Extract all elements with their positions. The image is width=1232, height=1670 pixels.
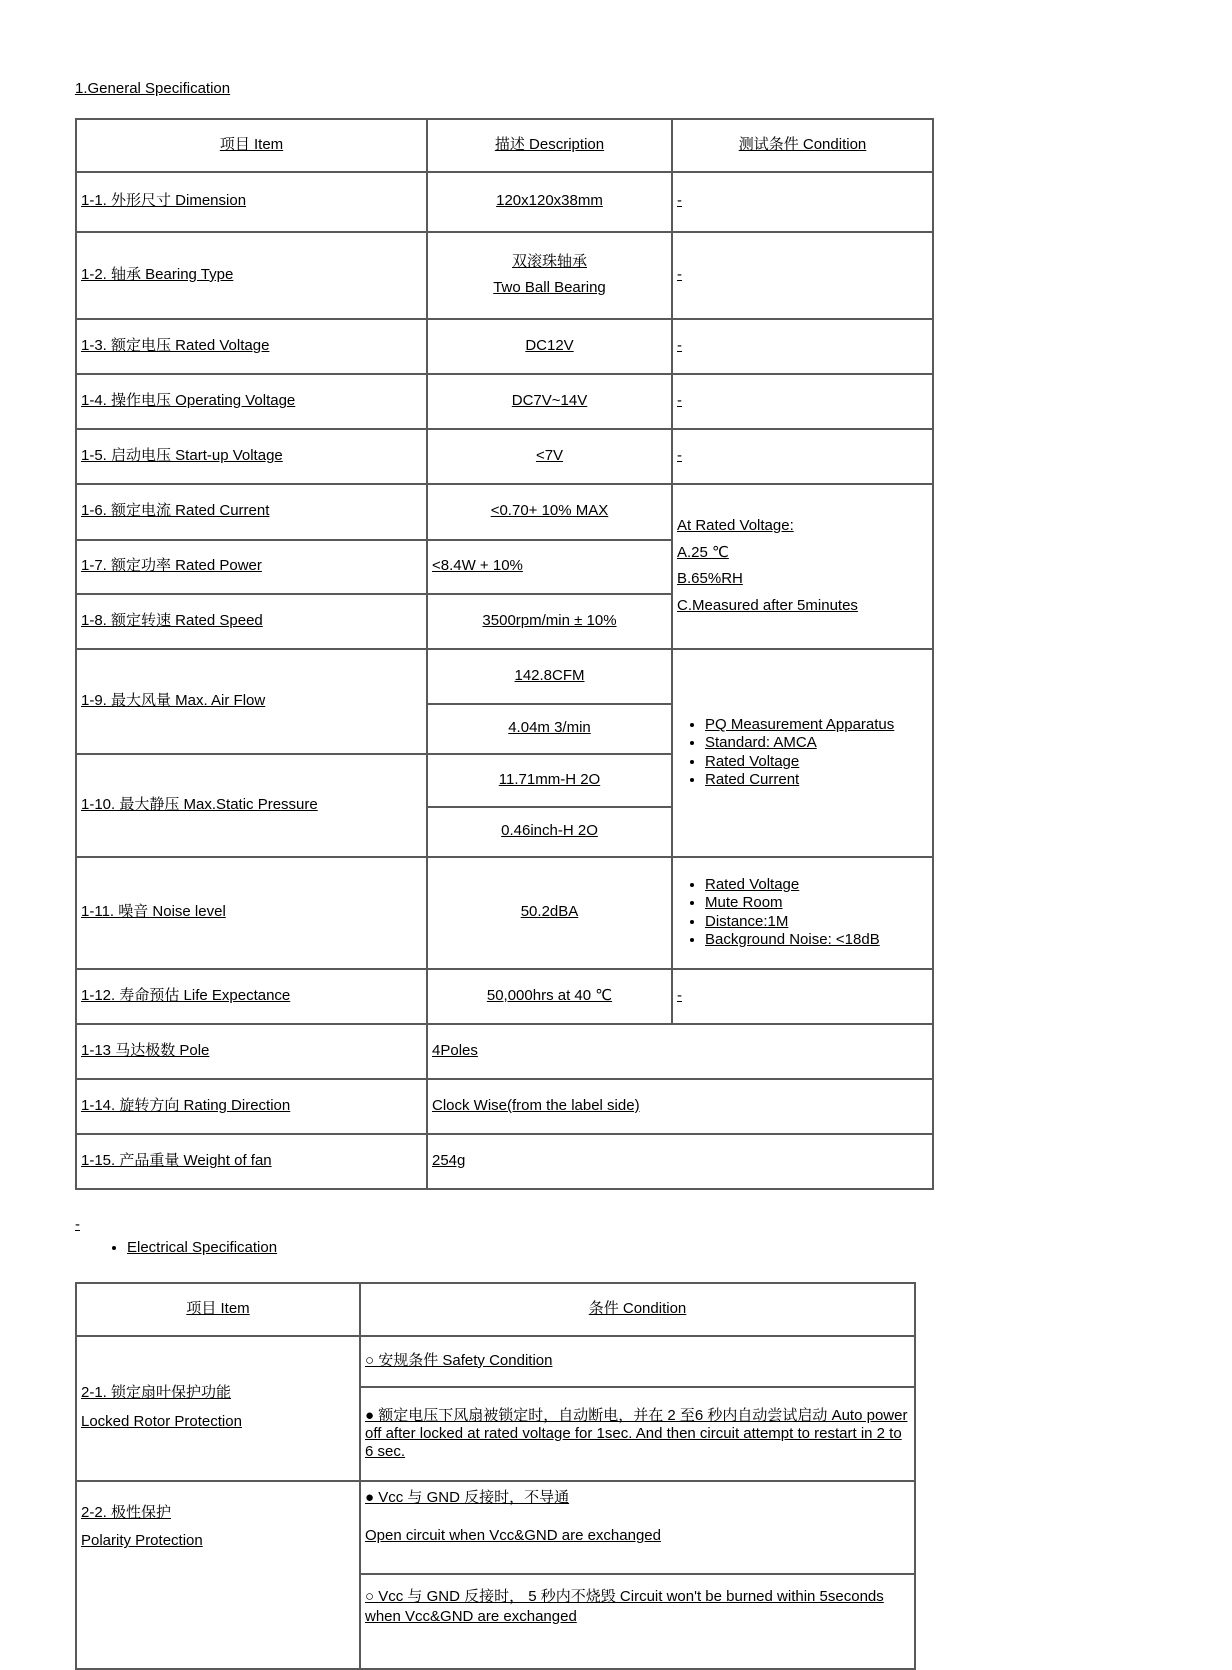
desc-pressure-mm: 11.71mm-H 2O [427,754,672,807]
desc-rated-current: <0.70+ 10% MAX [427,484,672,540]
electrical-spec-table [75,1282,916,1670]
cond-startup-voltage: - [672,429,933,484]
desc-bearing-en: Two Ball Bearing [493,279,606,297]
desc-pressure-inch: 0.46inch-H 2O [427,807,672,857]
cond-locked-rotor-detail: ● 额定电压下风扇被锁定时，自动断电，并在 2 至6 秒内自动尝试启动 Auto power off after locked at rated voltage for 1sec. And then circuit attempt to restart in 2 to 6 sec. [360,1387,915,1481]
desc-bearing-type [427,232,672,319]
desc-airflow-m3: 4.04m 3/min [427,704,672,754]
item-locked-rotor-cn: 2-1. 锁定扇叶保护功能 [81,1384,232,1402]
cond-polarity-burn-protection: ○ Vcc 与 GND 反接时， 5 秒内不烧毁 Circuit won't be burned within 5seconds when Vcc&GND are exchanged [360,1574,915,1669]
item-rated-speed: 1-8. 额定转速 Rated Speed [76,594,427,649]
item-operating-voltage: 1-4. 操作电压 Operating Voltage [76,374,427,429]
row-1-6 [76,484,933,540]
row-2-2a [76,1481,915,1574]
value-rating-direction: Clock Wise(from the label side) [427,1079,933,1134]
noise-bullet-1: • Rated Voltage [705,876,928,894]
electrical-header-row [76,1283,915,1336]
item-rating-direction: 1-14. 旋转方向 Rating Direction [76,1079,427,1134]
item-locked-rotor-en: Locked Rotor Protection [81,1413,242,1430]
cond-line-3: B.65%RH [677,570,743,588]
row-1-11 [76,857,933,969]
cond-line-2: A.25 ℃ [677,543,729,561]
noise-bullet-list [677,876,928,949]
cond-life-expectance: - [672,969,933,1024]
item-rated-voltage: 1-3. 额定电压 Rated Voltage [76,319,427,374]
item-polarity-protection [76,1481,360,1669]
row-1-1 [76,172,933,232]
header-condition: 测试条件 Condition [672,119,933,172]
cond-polarity-en: Open circuit when Vcc&GND are exchanged [365,1527,661,1544]
electrical-heading-list [75,1239,1232,1258]
item-weight: 1-15. 产品重量 Weight of fan [76,1134,427,1189]
desc-rated-power: <8.4W + 10% [427,540,672,594]
desc-rated-voltage: DC12V [427,319,672,374]
cond-operating-voltage: - [672,374,933,429]
general-spec-table [75,118,934,1190]
cond-safety-condition: ○ 安规条件 Safety Condition [360,1336,915,1387]
row-1-12 [76,969,933,1024]
cond-noise-group [672,857,933,969]
noise-bullet-3: • Distance:1M [705,913,928,931]
desc-operating-voltage: DC7V~14V [427,374,672,429]
cond-rated-voltage: - [672,319,933,374]
cond-polarity-cn: ● Vcc 与 GND 反接时，不导通 [365,1489,570,1507]
header-item-2: 项目 Item [76,1283,360,1336]
item-max-static-pressure: 1-10. 最大静压 Max.Static Pressure [76,754,427,857]
item-polarity-en: Polarity Protection [81,1532,203,1550]
header-description: 描述 Description [427,119,672,172]
desc-noise-level: 50.2dBA [427,857,672,969]
item-noise-level: 1-11. 噪音 Noise level [76,857,427,969]
cond-polarity-open-circuit [360,1481,915,1574]
row-1-4 [76,374,933,429]
cond-line-1: At Rated Voltage: [677,516,794,534]
item-polarity-cn: 2-2. 极性保护 [81,1503,172,1521]
cond-line-4: C.Measured after 5minutes [677,597,858,614]
item-pole: 1-13 马达极数 Pole [76,1024,427,1079]
pq-bullet-3: • Rated Voltage [705,753,928,771]
separator-dash: - [75,1215,80,1233]
header-condition-2: 条件 Condition [360,1283,915,1336]
row-1-15 [76,1134,933,1189]
desc-life-expectance: 50,000hrs at 40 ℃ [427,969,672,1024]
row-1-9a [76,649,933,704]
item-dimension: 1-1. 外形尺寸 Dimension [76,172,427,232]
item-locked-rotor [76,1336,360,1481]
electrical-heading: • Electrical Specification [127,1239,1232,1258]
item-bearing-type: 1-2. 轴承 Bearing Type [76,232,427,319]
pq-bullet-list [677,716,928,789]
item-life-expectance: 1-12. 寿命预估 Life Expectance [76,969,427,1024]
cond-pq-group [672,649,933,857]
header-item: 项目 Item [76,119,427,172]
desc-rated-speed: 3500rpm/min ± 10% [427,594,672,649]
pq-bullet-1: • PQ Measurement Apparatus [705,716,928,734]
row-1-3 [76,319,933,374]
value-pole: 4Poles [427,1024,933,1079]
item-rated-current: 1-6. 额定电流 Rated Current [76,484,427,540]
cond-dimension: - [672,172,933,232]
row-1-5 [76,429,933,484]
value-weight: 254g [427,1134,933,1189]
row-1-13 [76,1024,933,1079]
general-header-row [76,119,933,172]
row-1-2 [76,232,933,319]
item-rated-power: 1-7. 额定功率 Rated Power [76,540,427,594]
pq-bullet-2: • Standard: AMCA [705,734,928,752]
pq-bullet-4: • Rated Current [705,771,928,789]
item-startup-voltage: 1-5. 启动电压 Start-up Voltage [76,429,427,484]
row-2-1a [76,1336,915,1387]
page-title: 1.General Specification [75,80,231,97]
noise-bullet-4: • Background Noise: <18dB [705,931,928,949]
desc-startup-voltage: <7V [427,429,672,484]
desc-bearing-cn: 双滚珠轴承 [511,252,587,270]
desc-dimension: 120x120x38mm [427,172,672,232]
row-1-14 [76,1079,933,1134]
desc-airflow-cfm: 142.8CFM [427,649,672,704]
cond-rated-group [672,484,933,649]
cond-bearing-type: - [672,232,933,319]
noise-bullet-2: • Mute Room [705,894,928,912]
item-max-airflow: 1-9. 最大风量 Max. Air Flow [76,649,427,754]
